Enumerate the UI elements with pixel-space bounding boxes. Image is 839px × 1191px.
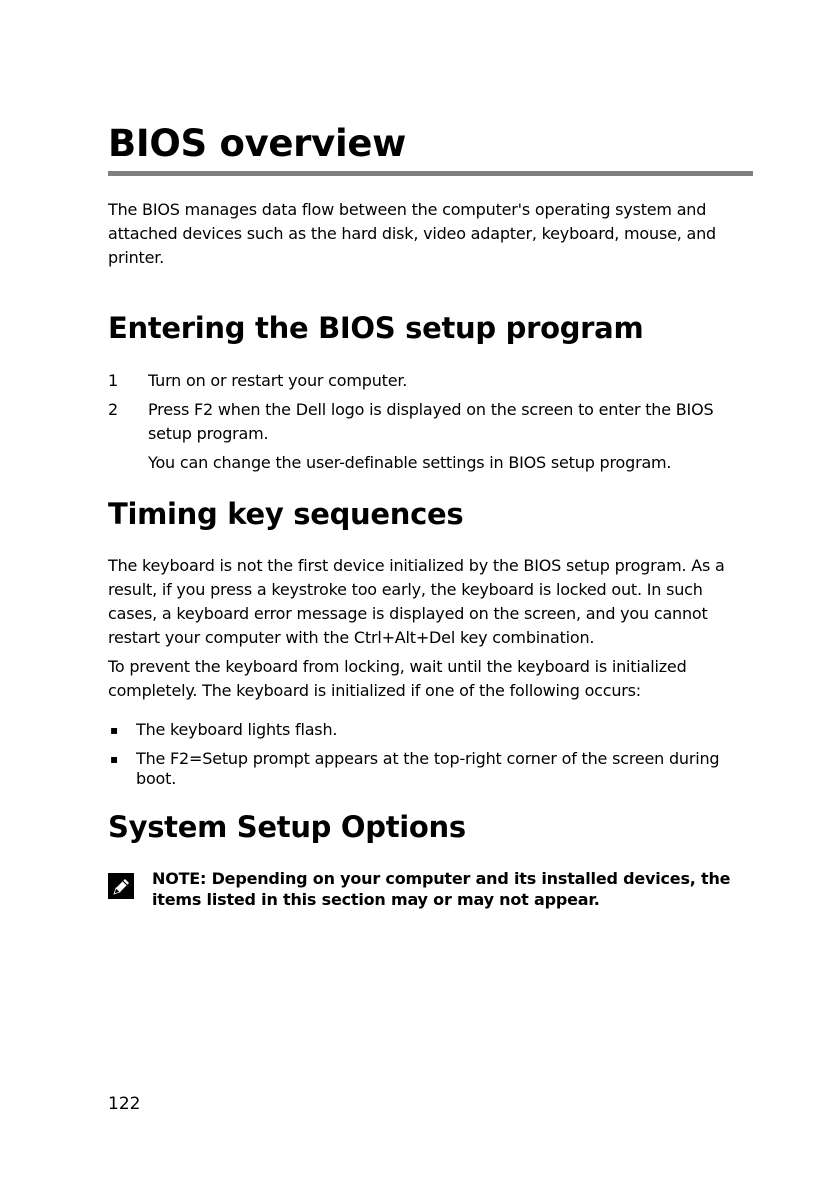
timing-heading: Timing key sequences (108, 497, 464, 531)
bios-overview-text: The BIOS manages data flow between the computer's operating system and attached devices such as the hard disk, video adapter, keyboard, mouse, and printer. (108, 200, 717, 267)
step-number: 1 (108, 371, 118, 390)
bullet-marker: ▪ (110, 723, 118, 737)
step-number: 2 (108, 400, 118, 419)
bullet-marker: ▪ (110, 752, 118, 766)
step-note: You can change the user-definable settings in BIOS setup program. (148, 453, 672, 472)
bullet-text: The F2=Setup prompt appears at the top-right corner of the screen during boot. (136, 749, 720, 788)
page-number: 122 (108, 1094, 141, 1114)
bullet-text: The keyboard lights flash. (136, 720, 338, 739)
note-text: NOTE: Depending on your computer and its installed devices, the items listed in this section may or may not appear. (152, 869, 731, 909)
title-rule (108, 171, 753, 176)
timing-paragraph-1: The keyboard is not the first device initialized by the BIOS setup program. As a result, if you press a keystroke too early, the keyboard is locked out. In such cases, a keyboard error message is displayed on the screen, and you cannot restart your computer with the Ctrl+Alt+Del key combination. (108, 556, 725, 647)
timing-paragraph-2: To prevent the keyboard from locking, wait until the keyboard is initialized completely. The keyboard is initialized if one of the following occurs: (108, 657, 687, 700)
page-title: BIOS overview (108, 122, 407, 165)
note-pencil-icon (108, 873, 134, 899)
system-setup-heading: System Setup Options (108, 810, 466, 844)
entering-setup-heading: Entering the BIOS setup program (108, 311, 644, 345)
step-text: Press F2 when the Dell logo is displayed on the screen to enter the BIOS setup program. (148, 400, 714, 443)
step-text: Turn on or restart your computer. (148, 371, 408, 390)
